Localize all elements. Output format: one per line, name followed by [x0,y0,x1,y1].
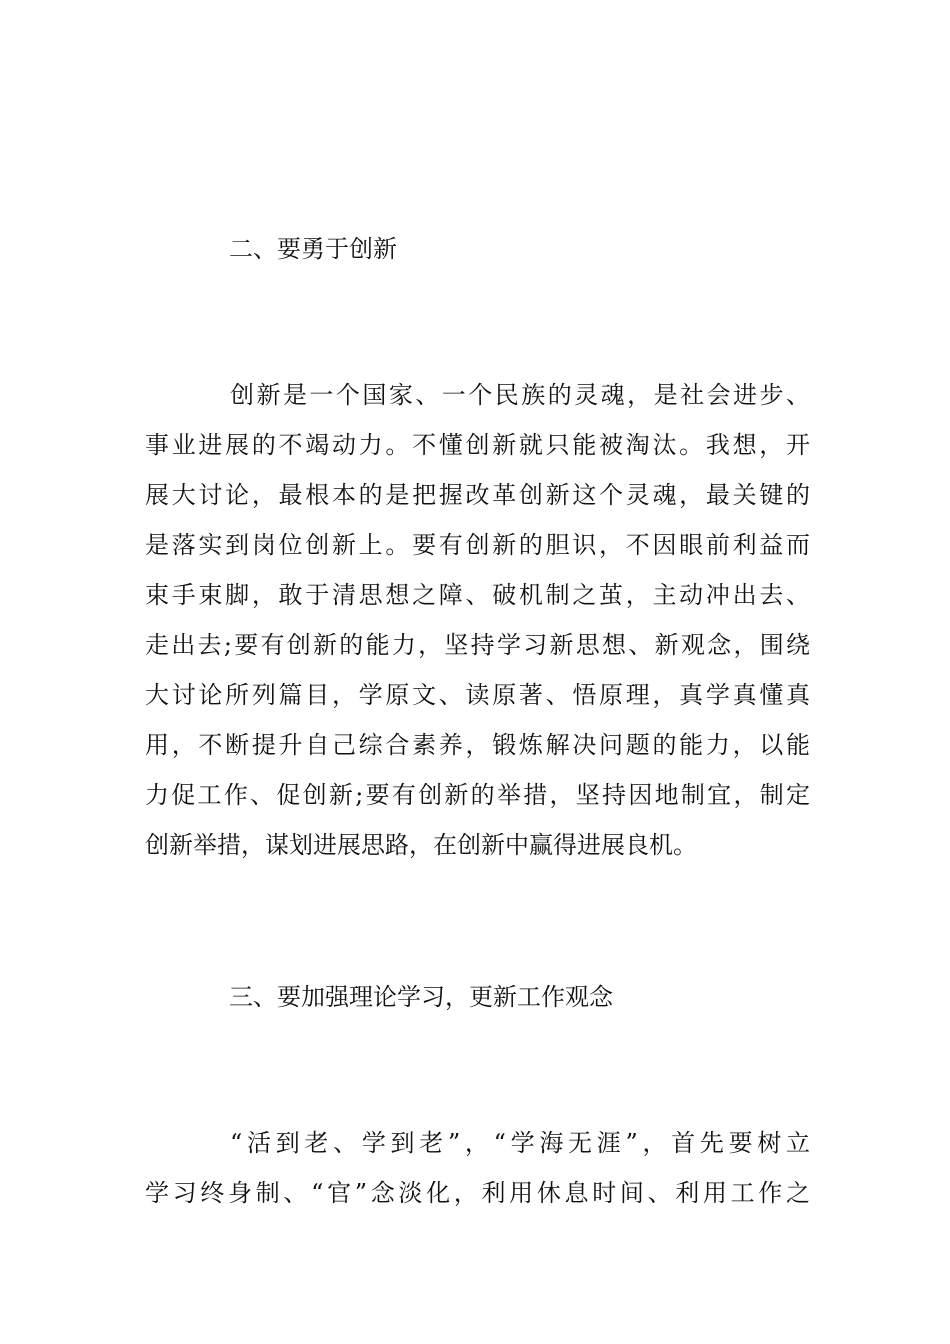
paragraph-line: 学习终身制、“官”念淡化，利用休息时间、利用工作之 [145,1179,810,1207]
paragraph-line: 大讨论所列篇目，学原文、读原著、悟原理，真学真懂真 [145,681,810,709]
paragraph-line: 是落实到岗位创新上。要有创新的胆识，不因眼前利益而 [145,531,810,559]
paragraph-line: 用，不断提升自己综合素养，锻炼解决问题的能力，以能 [145,731,810,759]
section-heading-3: 三、要加强理论学习，更新工作观念 [229,983,613,1011]
paragraph-line: 创新举措，谋划进展思路，在创新中赢得进展良机。 [145,831,697,859]
paragraph-line: 创新是一个国家、一个民族的灵魂，是社会进步、 [230,381,810,409]
section-2-paragraph [145,370,810,870]
paragraph-line: 展大讨论，最根本的是把握改革创新这个灵魂，最关键的 [145,481,810,509]
section-heading-2: 二、要勇于创新 [229,235,397,263]
paragraph-line: 走出去;要有创新的能力，坚持学习新思想、新观念，围绕 [145,631,810,659]
section-3-paragraph [145,1118,810,1218]
paragraph-line: “活到老、学到老”，“学海无涯”，首先要树立 [230,1129,810,1157]
paragraph-line: 束手束脚，敢于清思想之障、破机制之茧，主动冲出去、 [145,581,810,609]
paragraph-line: 力促工作、促创新;要有创新的举措，坚持因地制宜，制定 [145,781,810,809]
paragraph-line: 事业进展的不竭动力。不懂创新就只能被淘汰。我想，开 [145,431,810,459]
